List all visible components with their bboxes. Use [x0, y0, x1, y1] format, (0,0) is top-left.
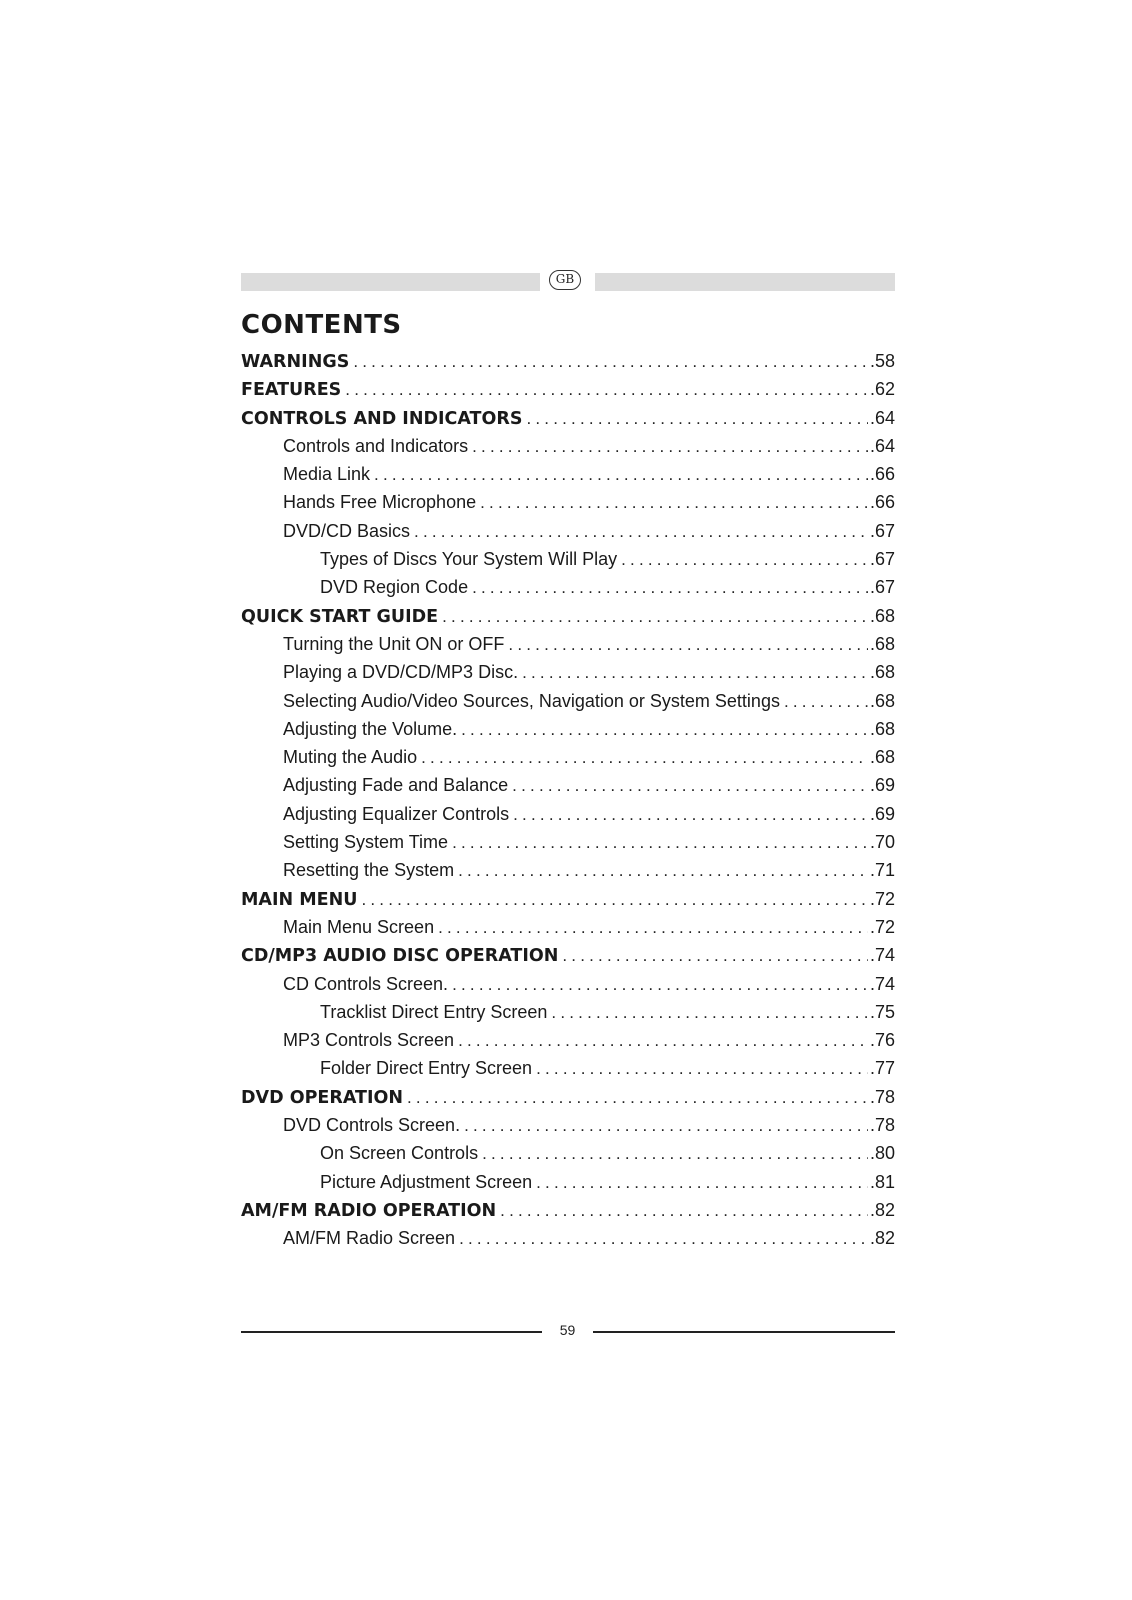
toc-subsection-entry	[241, 1228, 895, 1256]
toc-page-number: .74	[869, 973, 895, 994]
toc-dot-leader	[461, 720, 868, 740]
toc-entry-label: Picture Adjustment Screen	[320, 1171, 533, 1192]
toc-dot-leader	[482, 1144, 868, 1164]
toc-subsection-entry	[241, 1058, 895, 1086]
toc-subsection-entry	[241, 747, 895, 775]
page-title: CONTENTS	[241, 310, 402, 340]
toc-page-number: .80	[869, 1143, 895, 1164]
toc-page-number: .75	[869, 1001, 895, 1022]
toc-dot-leader	[458, 1031, 868, 1051]
toc-dot-leader	[442, 607, 868, 627]
toc-dot-leader	[459, 1229, 868, 1249]
toc-dot-leader	[562, 946, 868, 966]
document-page	[241, 0, 895, 1600]
footer-rule-left	[241, 1331, 542, 1333]
toc-subsection-entry	[241, 804, 895, 832]
page-footer	[241, 1322, 895, 1342]
toc-dot-leader	[526, 409, 868, 429]
toc-dot-leader	[513, 805, 868, 825]
header-bar-left	[241, 273, 540, 291]
toc-subsection-entry	[241, 917, 895, 945]
toc-section-entry	[241, 1087, 895, 1115]
toc-entry-label: Media Link	[283, 464, 371, 485]
toc-page-number: .77	[869, 1058, 895, 1079]
toc-entry-label: AM/FM Radio Screen	[283, 1228, 456, 1249]
toc-entry-label: DVD Region Code	[320, 577, 469, 598]
toc-dot-leader	[536, 1059, 868, 1079]
toc-subsection-entry	[241, 634, 895, 662]
toc-entry-label: MP3 Controls Screen	[283, 1030, 455, 1051]
toc-subsection-entry	[241, 832, 895, 860]
toc-dot-leader	[551, 1003, 868, 1023]
toc-entry-label: Types of Discs Your System Will Play	[320, 549, 618, 570]
toc-page-number: .74	[869, 945, 895, 966]
toc-entry-label: Adjusting Equalizer Controls	[283, 803, 510, 824]
toc-dot-leader	[508, 635, 868, 655]
toc-subsection-entry	[241, 436, 895, 464]
toc-entry-label: Adjusting the Volume.	[283, 718, 458, 739]
toc-section-entry	[241, 408, 895, 436]
toc-entry-label: Setting System Time	[283, 832, 449, 853]
toc-entry-label: FEATURES	[241, 380, 342, 401]
toc-entry-label: Controls and Indicators	[283, 435, 469, 456]
toc-dot-leader	[536, 1173, 868, 1193]
toc-entry-label: On Screen Controls	[320, 1143, 479, 1164]
toc-entry-label: WARNINGS	[241, 352, 350, 372]
toc-page-number: .69	[869, 775, 895, 796]
toc-entry-label: AM/FM RADIO OPERATION	[241, 1200, 497, 1221]
toc-page-number: .64	[869, 435, 895, 456]
toc-page-number: .78	[869, 1086, 895, 1107]
toc-section-entry	[241, 351, 895, 379]
toc-entry-label: QUICK START GUIDE	[241, 606, 439, 627]
toc-dot-leader	[353, 352, 868, 372]
toc-entry-label: MAIN MENU	[241, 889, 358, 910]
toc-page-number: .82	[869, 1199, 895, 1220]
toc-section-entry	[241, 945, 895, 973]
toc-entry-label: DVD Controls Screen.	[283, 1115, 461, 1136]
toc-entry-label: DVD OPERATION	[241, 1087, 403, 1108]
toc-page-number: .68	[869, 633, 895, 654]
toc-dot-leader	[407, 1088, 868, 1108]
toc-section-entry	[241, 1200, 895, 1228]
toc-dot-leader	[512, 776, 868, 796]
toc-entry-label: CONTROLS AND INDICATORS	[241, 408, 523, 429]
toc-page-number: .70	[869, 832, 895, 853]
toc-dot-leader	[500, 1201, 868, 1221]
toc-entry-label: Playing a DVD/CD/MP3 Disc.	[283, 662, 519, 683]
toc-entry-label: Tracklist Direct Entry Screen	[320, 1001, 548, 1022]
toc-subsection-entry	[241, 1172, 895, 1200]
toc-dot-leader	[414, 522, 868, 542]
toc-entry-label: DVD/CD Basics	[283, 520, 411, 541]
toc-page-number: .62	[869, 379, 895, 400]
language-header-bar	[241, 273, 895, 291]
toc-subsection-entry	[241, 492, 895, 520]
toc-subsection-entry	[241, 1115, 895, 1143]
toc-dot-leader	[458, 861, 868, 881]
toc-subsection-entry	[241, 719, 895, 747]
toc-page-number: .69	[869, 803, 895, 824]
toc-entry-label: Main Menu Screen	[283, 916, 435, 937]
toc-page-number: .67	[869, 549, 895, 570]
toc-dot-leader	[374, 465, 868, 485]
toc-section-entry	[241, 606, 895, 634]
toc-page-number: .78	[869, 1115, 895, 1136]
toc-page-number: .71	[869, 860, 895, 881]
toc-page-number: .68	[869, 747, 895, 768]
toc-dot-leader	[784, 692, 868, 712]
toc-page-number: .64	[869, 407, 895, 428]
toc-entry-label: CD/MP3 AUDIO DISC OPERATION	[241, 946, 559, 967]
toc-dot-leader	[480, 493, 868, 513]
toc-section-entry	[241, 889, 895, 917]
language-badge: GB	[549, 270, 581, 290]
toc-subsection-entry	[241, 464, 895, 492]
toc-page-number: .68	[869, 718, 895, 739]
toc-dot-leader	[472, 437, 868, 457]
toc-subsection-entry	[241, 974, 895, 1002]
toc-page-number: .67	[869, 577, 895, 598]
toc-subsection-entry	[241, 549, 895, 577]
toc-entry-label: CD Controls Screen.	[283, 973, 449, 994]
toc-entry-label: Hands Free Microphone	[283, 492, 477, 513]
toc-subsection-entry	[241, 1030, 895, 1058]
toc-entry-label: Adjusting Fade and Balance	[283, 775, 509, 796]
toc-subsection-entry	[241, 860, 895, 888]
toc-page-number: .72	[869, 916, 895, 937]
toc-page-number: .82	[869, 1228, 895, 1249]
page-number: 59	[559, 1322, 576, 1338]
toc-subsection-entry	[241, 662, 895, 690]
toc-page-number: .58	[869, 351, 895, 371]
toc-subsection-entry	[241, 1143, 895, 1171]
toc-dot-leader	[452, 833, 868, 853]
toc-subsection-entry	[241, 691, 895, 719]
toc-dot-leader	[522, 663, 868, 683]
toc-subsection-entry	[241, 577, 895, 605]
toc-page-number: .81	[869, 1171, 895, 1192]
footer-rule-right	[593, 1331, 895, 1333]
toc-page-number: .72	[869, 888, 895, 909]
toc-dot-leader	[438, 918, 868, 938]
toc-page-number: .66	[869, 464, 895, 485]
toc-dot-leader	[345, 380, 868, 400]
toc-page-number: .68	[869, 690, 895, 711]
toc-dot-leader	[472, 578, 868, 598]
table-of-contents	[241, 351, 895, 1257]
toc-subsection-entry	[241, 775, 895, 803]
toc-dot-leader	[421, 748, 868, 768]
toc-page-number: .67	[869, 520, 895, 541]
toc-entry-label: Turning the Unit ON or OFF	[283, 633, 505, 654]
toc-dot-leader	[452, 975, 868, 995]
toc-entry-label: Selecting Audio/Video Sources, Navigation or System Settings	[283, 690, 780, 711]
toc-page-number: .76	[869, 1030, 895, 1051]
toc-subsection-entry	[241, 1002, 895, 1030]
toc-entry-label: Folder Direct Entry Screen	[320, 1058, 533, 1079]
toc-dot-leader	[621, 550, 868, 570]
toc-subsection-entry	[241, 521, 895, 549]
toc-page-number: .66	[869, 492, 895, 513]
toc-dot-leader	[361, 890, 868, 910]
toc-page-number: .68	[869, 605, 895, 626]
toc-entry-label: Muting the Audio	[283, 747, 418, 768]
toc-entry-label: Resetting the System	[283, 860, 455, 881]
toc-section-entry	[241, 379, 895, 407]
toc-page-number: .68	[869, 662, 895, 683]
header-bar-right	[595, 273, 895, 291]
toc-dot-leader	[464, 1116, 868, 1136]
